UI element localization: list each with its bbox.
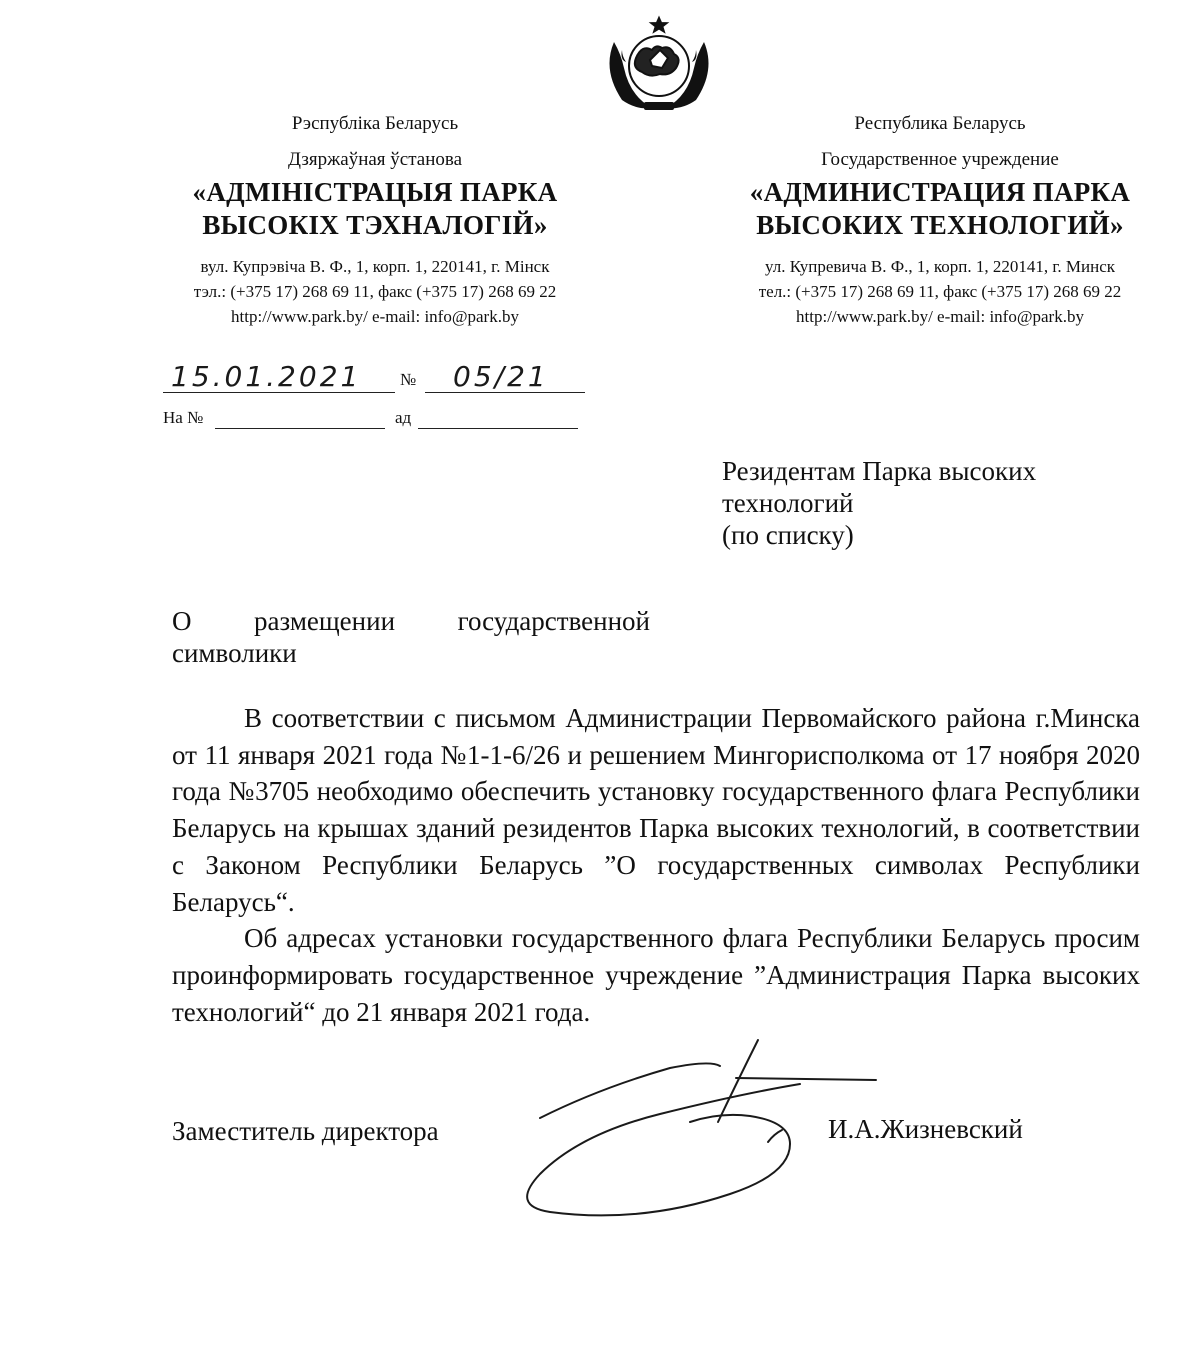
org-name-be-line1: «АДМІНІСТРАЦЫЯ ПАРКА <box>192 177 558 207</box>
header-belarusian <box>155 112 595 329</box>
web-ru: http://www.park.by/ e-mail: info@park.by <box>796 307 1084 326</box>
reference-date-blank <box>418 428 578 429</box>
institution-type-be: Дзяржаўная ўстанова <box>287 149 463 170</box>
state-emblem-icon <box>600 12 718 112</box>
phone-be: тэл.: (+375 17) 268 69 11, факс (+375 17) 268 69 22 <box>193 282 557 301</box>
date-underline <box>163 392 395 393</box>
institution-type-ru: Государственное учреждение <box>821 149 1059 170</box>
registration-line <box>163 358 585 394</box>
country-be: Рэспубліка Беларусь <box>291 113 459 134</box>
handwritten-signature <box>500 1030 890 1220</box>
org-name-ru-line2: ВЫСОКИХ ТЕХНОЛОГИЙ» <box>756 210 1124 240</box>
recipient-line1: Резидентам Парка высоких <box>722 456 1037 486</box>
recipient-line3: (по списку) <box>722 520 854 550</box>
signatory-title: Заместитель директора <box>172 1116 439 1146</box>
reference-number-blank <box>215 428 385 429</box>
org-name-ru-line1: «АДМИНИСТРАЦИЯ ПАРКА <box>749 177 1131 207</box>
registration-number-label: № <box>400 370 417 389</box>
registration-date: 15.01.2021 <box>171 360 362 393</box>
address-be: вул. Купрэвіча В. Ф., 1, корп. 1, 220141, г. Мінск <box>200 257 550 276</box>
country-ru: Республика Беларусь <box>854 113 1026 134</box>
org-name-be-line2: ВЫСОКІХ ТЭХНАЛОГІЙ» <box>202 210 548 240</box>
letter-body <box>172 700 1140 1030</box>
phone-ru: тел.: (+375 17) 268 69 11, факс (+375 17) 268 69 22 <box>758 282 1122 301</box>
header-russian <box>728 112 1152 329</box>
letter-subject: О размещении государственной символики <box>172 606 650 668</box>
address-ru: ул. Купревича В. Ф., 1, корп. 1, 220141, г. Минск <box>764 257 1116 276</box>
web-be: http://www.park.by/ e-mail: info@park.by <box>231 307 519 326</box>
reference-line <box>163 408 585 434</box>
registration-number: 05/21 <box>453 360 549 393</box>
number-underline <box>425 392 585 393</box>
reference-from-label: ад <box>395 408 412 427</box>
recipient-line2: технологий <box>722 488 854 518</box>
reference-number-label: На № <box>163 408 204 427</box>
body-paragraph-2: Об адресах установки государственного флага Республики Беларусь просим проинформировать государственное учреждение ”Администрация Парка высоких технологий“ до 21 января 2021 года. <box>172 923 1140 1027</box>
recipient-block <box>722 455 1142 551</box>
signatory-name: И.А.Жизневский <box>828 1114 1023 1144</box>
body-paragraph-1: В соответствии с письмом Администрации Первомайского района г.Минска от 11 января 2021 года №1-1-6/26 и решением Мингорисполкома от 17 ноября 2020 года №3705 необходимо обеспечить установку государственного флага Республики Беларусь на крышах зданий резидентов Парка высоких технологий, в соответствии с Законом Республики Беларусь ”О государственных символах Республики Беларусь“. <box>172 703 1140 917</box>
